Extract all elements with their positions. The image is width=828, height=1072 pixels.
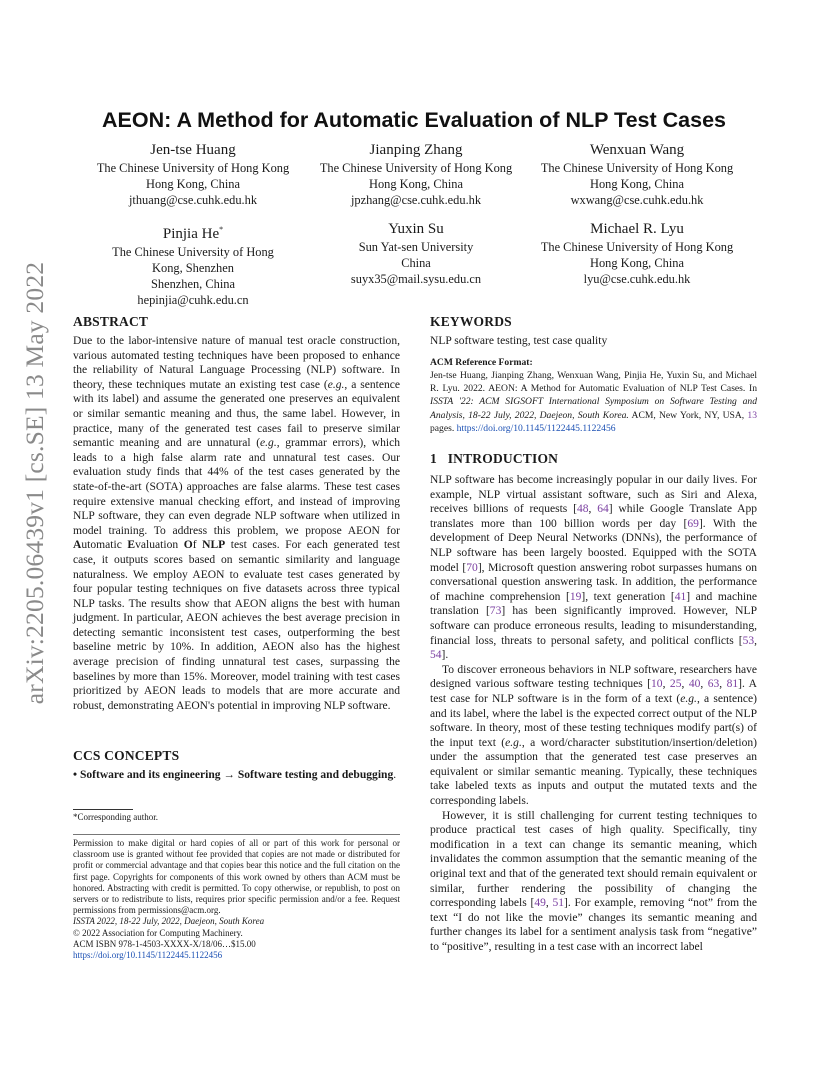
- intro-paragraph-2: To discover erroneous behaviors in NLP software, researchers have designed various software testing techniques [10, 25, 40, 63, 81]. A test case for NLP software is in the form of a text (e.g., a sentence) and its label, where the label is the expected correct output of the NLP software. In theory, most of these testing techniques modify part(s) of the input text (e.g., a word/character substitution/insertion/deletion) under the assumption that the generated test case preserves an equivalent or similar semantic meaning. Typically, these techniques take labeled texts as inputs and output the mutated texts and the corresponding labels.: [430, 663, 758, 808]
- citation-link[interactable]: 63: [707, 678, 720, 691]
- acm-ref-pages-tail: pages.: [430, 422, 457, 434]
- footnote: *Corresponding author.: [73, 812, 158, 822]
- citation-link[interactable]: 10: [651, 678, 663, 691]
- author-affiliation: Kong, Shenzhen: [152, 261, 234, 275]
- permission-isbn: ACM ISBN 978-1-4503-XXXX-X/18/06…$15.00: [73, 938, 256, 949]
- intro-heading-text: INTRODUCTION: [447, 451, 559, 466]
- author-5: [313, 220, 519, 287]
- permission-rule: [73, 834, 400, 835]
- intro-heading-number: 1: [430, 451, 437, 466]
- ccs-heading: CCS CONCEPTS: [73, 748, 180, 763]
- keywords-text: NLP software testing, test case quality: [430, 335, 608, 347]
- author-name: Jen-tse Huang: [150, 142, 236, 158]
- citation-link[interactable]: 81: [726, 678, 739, 691]
- author-name: Pinjia He*: [162, 225, 224, 242]
- abstract-text: Due to the labor-intensive nature of manual test oracle construction, various automated testing techniques have been proposed to enhance the reliability of Natural Language Processing (NLP) software. In theory, these techniques mutate an existing test case (e.g., a sentence with its label) and assume the generated one preserves an equivalent or similar semantic meaning and thus, the same label. However, in practice, many of the generated test cases fail to preserve similar semantic meaning and are unnatural (e.g., grammar errors), which leads to a high false alarm rate and unnatural test cases. Our evaluation study finds that 44% of the test cases generated by the state-of-the-art (SOTA) approaches are false alarms. These test cases require extensive manual checking effort, and instead of improving NLP software, they can even degrade NLP software when utilized in model training. To address this problem, we propose AEON for Automatic Evaluation Of NLP test cases. For each generated test case, it outputs scores based on semantic similarity and language naturalness. We employ AEON to evaluate test cases generated by four popular testing techniques on five datasets across three typical NLP tasks. The results show that AEON aligns the best with human judgment. In particular, AEON achieves the best average precision in detecting semantic inconsistent test cases, outperforming the best baseline metric by 10%. In addition, AEON also has the highest average precision of finding unnatural test cases, surpassing the baselines by more than 15%. Moreover, model training with test cases prioritized by AEON leads to models that are more accurate and robust, demonstrating AEON's potential in improving NLP software.: [73, 335, 400, 712]
- permission-block: [73, 838, 400, 961]
- author-name: Wenxuan Wang: [589, 142, 685, 158]
- citation-link[interactable]: 25: [669, 678, 682, 691]
- citation-link[interactable]: 70: [466, 561, 478, 574]
- ccs-period: .: [393, 769, 397, 781]
- acm-ref-venue: ISSTA '22: ACM SIGSOFT International Symposium on Software Testing and Analysis, 18-22 July, 2022, Daejeon, South Korea.: [430, 396, 757, 421]
- citation-link[interactable]: 48: [576, 503, 589, 516]
- acm-ref-tail: ACM, New York, NY, USA,: [628, 409, 748, 421]
- author-affiliation: Hong Kong, China: [590, 256, 684, 270]
- acm-ref-heading: ACM Reference Format:: [430, 357, 533, 368]
- citation-link[interactable]: 64: [597, 503, 609, 516]
- author-affiliation: The Chinese University of Hong Kong: [540, 240, 734, 254]
- corresponding-mark: *: [219, 225, 224, 234]
- citation-link[interactable]: 19: [569, 590, 582, 603]
- citation-link[interactable]: 41: [674, 590, 687, 603]
- acm-ref-doi-link[interactable]: https://doi.org/10.1145/1122445.1122456: [456, 422, 616, 434]
- abstract-heading: ABSTRACT: [73, 314, 149, 329]
- author-email[interactable]: suyx35@mail.sysu.edu.cn: [350, 272, 482, 286]
- author-name: Michael R. Lyu: [590, 221, 684, 237]
- intro-body: [430, 473, 757, 955]
- arxiv-identifier: arXiv:2205.06439v1 [cs.SE] 13 May 2022: [20, 261, 49, 705]
- keywords-heading: KEYWORDS: [430, 314, 512, 329]
- author-affiliation: Shenzhen, China: [151, 277, 235, 291]
- author-4: [90, 220, 296, 308]
- author-affiliation: Sun Yat-sen University: [358, 240, 474, 254]
- author-email[interactable]: lyu@cse.cuhk.edu.hk: [583, 272, 691, 286]
- citation-link[interactable]: 40: [688, 678, 701, 691]
- intro-heading: [430, 451, 558, 467]
- acm-ref-body: [430, 369, 757, 435]
- author-affiliation: China: [401, 256, 431, 270]
- paper-title: AEON: A Method for Automatic Evaluation of NLP Test Cases: [102, 108, 726, 132]
- ccs-concept-a: Software and its engineering: [79, 769, 221, 781]
- intro-paragraph-3: However, it is still challenging for current testing techniques to produce practical test cases of high quality. Specifically, tiny modification in a text can change its semantic meaning, which invalidates the common assumption that the semantic meaning of the original text and that of the generated text should remain equivalent or similar, further rendering the possibility of changing the corresponding labels [49, 51]. For example, removing “not” from the text “I do not like the movie” changes its semantic meaning and further changes its label for a sentiment analysis task from “negative” to “positive”, resulting in a test case with an incorrect label: [430, 809, 758, 953]
- permission-text: Permission to make digital or hard copies of all or part of this work for personal or classroom use is granted without fee provided that copies are not made or distributed for profit or commercial advantage and that copies bear this notice and the full citation on the first page. Copyrights for components of this work owned by others than ACM must be honored. Abstracting with credit is permitted. To copy otherwise, or republish, to post on servers or to redistribute to lists, requires prior specific permission and/or a fee. Request permissions from permissions@acm.org.: [73, 838, 400, 916]
- citation-link[interactable]: 49: [534, 897, 546, 910]
- author-affiliation: The Chinese University of Hong Kong: [96, 161, 290, 175]
- author-email[interactable]: jpzhang@cse.cuhk.edu.hk: [350, 193, 482, 207]
- author-affiliation: The Chinese University of Hong Kong: [540, 161, 734, 175]
- permission-doi-link[interactable]: https://doi.org/10.1145/1122445.1122456: [73, 950, 223, 961]
- author-affiliation: Hong Kong, China: [590, 177, 684, 191]
- author-affiliation: The Chinese University of Hong: [112, 245, 274, 259]
- permission-venue: ISSTA 2022, 18-22 July, 2022, Daejeon, South Korea: [73, 916, 265, 927]
- ccs-arrow: →: [223, 769, 235, 781]
- intro-paragraph-1: NLP software has become increasingly popular in our daily lives. For example, NLP virtual assistant software, such as Siri and Alexa, receives billions of requests [48, 64] while Google Translate App translates more than 100 billion words per day [69]. With the development of Deep Neural Networks (DNNs), the performance of NLP software has been largely boosted. Equipped with the SOTA model [70], Microsoft question answering robot surpasses humans on conversational question answering task. In addition, the performance of machine comprehension [19], text generation [41] and machine translation [73] has been significantly improved. However, NLP software can produce erroneous results, leading to misunderstanding, financial loss, threats to personal safety, and political conflicts [53, 54].: [430, 474, 758, 662]
- author-name: Yuxin Su: [388, 221, 444, 237]
- author-1: [90, 141, 296, 208]
- acm-ref-authors: Jen-tse Huang, Jianping Zhang, Wenxuan Wang, Pinjia He, Yuxin Su, and Michael R. Lyu. 2022. AEON: A Method for Automatic Evaluation of NLP Test Cases. In: [430, 370, 757, 395]
- citation-link[interactable]: 73: [489, 605, 502, 618]
- author-affiliation: Hong Kong, China: [146, 177, 240, 191]
- author-email[interactable]: jthuang@cse.cuhk.edu.hk: [128, 193, 258, 207]
- citation-link[interactable]: 53: [742, 634, 755, 647]
- author-affiliation: The Chinese University of Hong Kong: [319, 161, 513, 175]
- abstract-body: [73, 334, 400, 713]
- author-3: [534, 141, 740, 208]
- author-affiliation: Hong Kong, China: [369, 177, 463, 191]
- author-email[interactable]: wxwang@cse.cuhk.edu.hk: [570, 193, 704, 207]
- ccs-concept-b: Software testing and debugging: [237, 769, 394, 781]
- citation-link[interactable]: 51: [552, 897, 565, 910]
- permission-copyright: © 2022 Association for Computing Machinery.: [73, 927, 243, 938]
- ccs-concepts: [73, 768, 400, 783]
- author-name: Jianping Zhang: [369, 142, 463, 158]
- ccs-bullet: •: [73, 769, 78, 781]
- acm-ref-pages[interactable]: 13: [747, 409, 757, 421]
- author-6: [534, 220, 740, 287]
- citation-link[interactable]: 54: [430, 649, 442, 662]
- author-email[interactable]: hepinjia@cuhk.edu.cn: [137, 293, 249, 307]
- citation-link[interactable]: 69: [687, 517, 699, 530]
- footnote-rule: [73, 809, 133, 810]
- author-2: [313, 141, 519, 208]
